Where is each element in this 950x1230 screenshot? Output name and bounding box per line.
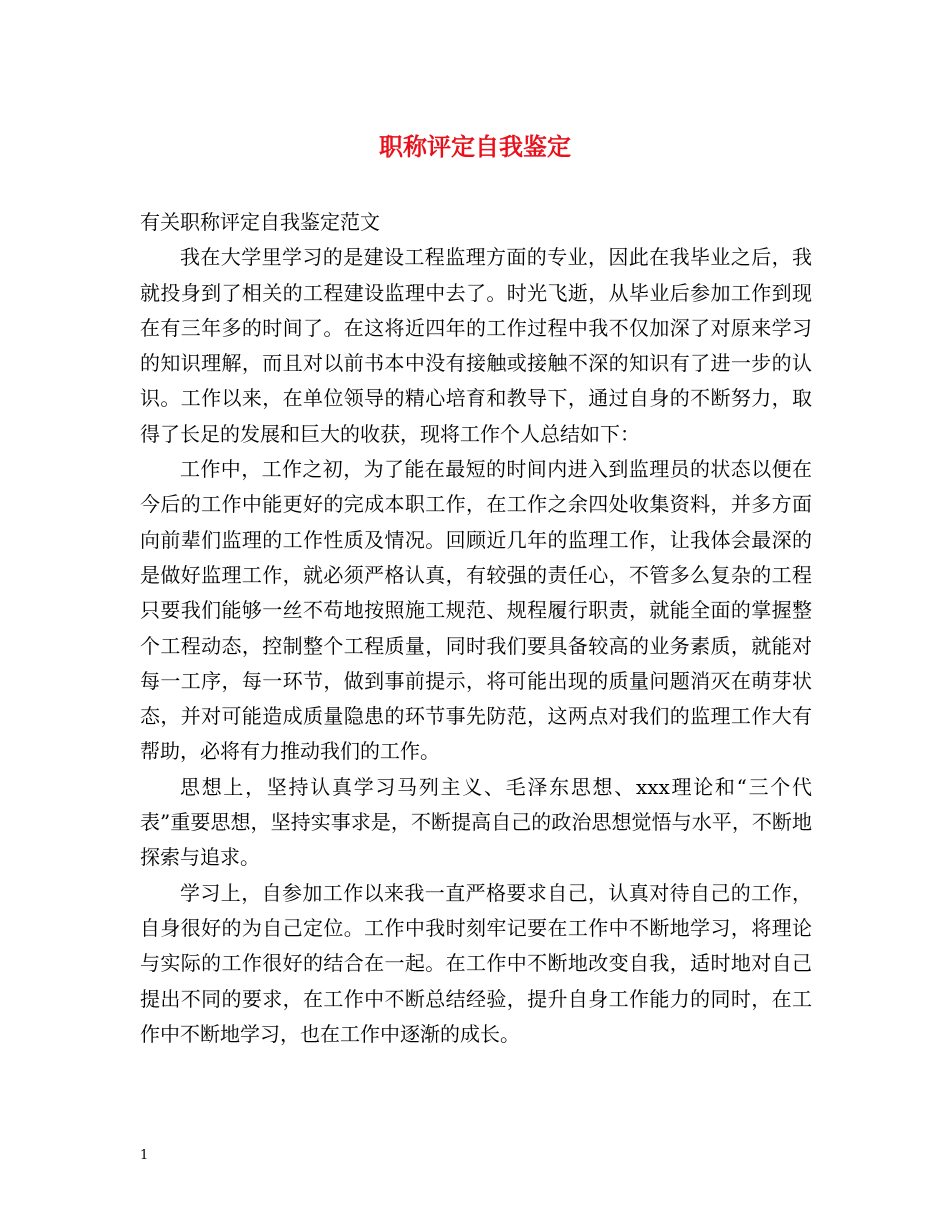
document-body — [140, 205, 812, 1052]
paragraph-work: 工作中，工作之初，为了能在最短的时间内进入到监理员的状态以便在今后的工作中能更好的完成本职工作，在工作之余四处收集资料，并多方面向前辈们监理的工作性质及情况。回顾近几年的监理工作，让我体会最深的是做好监理工作，就必须严格认真，有较强的责任心，不管多么复杂的工程只要我们能够一丝不苟地按照施工规范、规程履行职责，就能全面的掌握整个工程动态，控制整个工程质量，同时我们要具备较高的业务素质，就能对每一工序，每一环节，做到事前提示，将可能出现的质量问题消灭在萌芽状态，并对可能造成质量隐患的环节事先防范，这两点对我们的监理工作大有帮助，必将有力推动我们的工作。 — [140, 457, 812, 764]
paragraph-ideology: 思想上，坚持认真学习马列主义、毛泽东思想、xxx理论和“三个代表”重要思想，坚持实事求是，不断提高自己的政治思想觉悟与水平，不断地探索与追求。 — [140, 774, 812, 870]
paragraph-study: 学习上，自参加工作以来我一直严格要求自己，认真对待自己的工作，自身很好的为自己定位。工作中我时刻牢记要在工作中不断地学习，将理论与实际的工作很好的结合在一起。在工作中不断地改变自我，适时地对自己提出不同的要求，在工作中不断总结经验，提升自身工作能力的同时，在工作中不断地学习，也在工作中逐渐的成长。 — [140, 880, 812, 1046]
document-title: 职称评定自我鉴定 — [379, 132, 571, 161]
paragraph-intro: 我在大学里学习的是建设工程监理方面的专业，因此在我毕业之后，我就投身到了相关的工程建设监理中去了。时光飞逝，从毕业后参加工作到现在有三年多的时间了。在这将近四年的工作过程中我不仅加深了对原来学习的知识理解，而且对以前书本中没有接触或接触不深的知识有了进一步的认识。工作以来，在单位领导的精心培育和教导下，通过自身的不断努力，取得了长足的发展和巨大的收获，现将工作个人总结如下： — [140, 245, 812, 446]
page-number: 1 — [140, 1148, 149, 1163]
document-subtitle: 有关职称评定自我鉴定范文 — [140, 210, 380, 234]
